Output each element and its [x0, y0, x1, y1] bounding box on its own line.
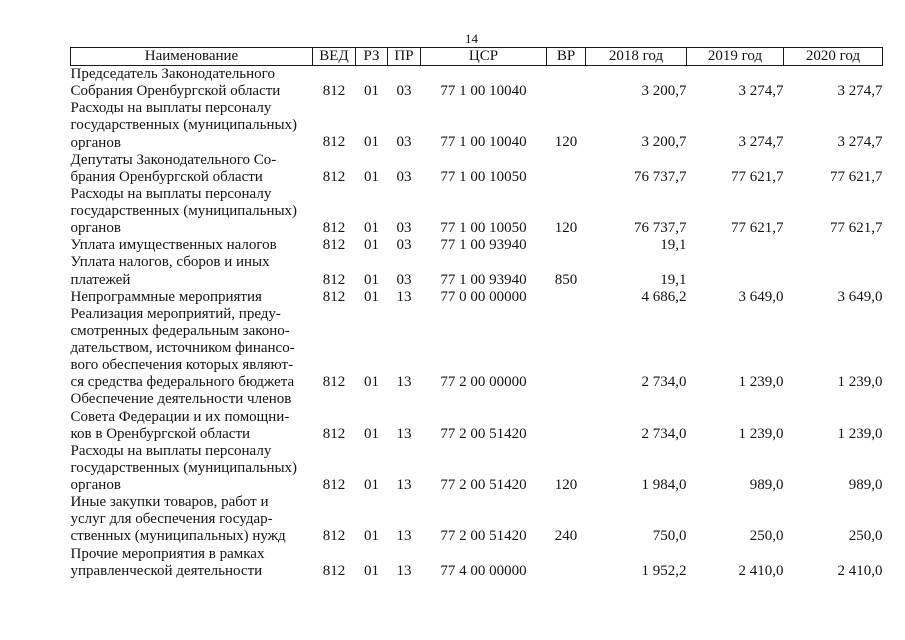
pr-cell: 03	[396, 271, 412, 288]
vr-cell	[547, 66, 586, 101]
item-name	[71, 152, 313, 186]
amount-2020-cell: 250,0	[848, 528, 883, 545]
vr-cell: 850	[554, 271, 578, 288]
vr-cell	[547, 306, 586, 392]
amount-2018-cell: 76 737,7	[634, 168, 687, 185]
amount-2018-cell: 76 737,7	[634, 220, 687, 237]
ved-cell: 812	[322, 562, 346, 579]
header-2020: 2020 год	[784, 48, 883, 66]
amount-2018-cell: 4 686,2	[641, 288, 687, 305]
ved-cell: 812	[322, 271, 346, 288]
ved-cell: 812	[322, 237, 346, 254]
table-row	[71, 289, 883, 306]
pr-cell: 03	[396, 83, 412, 100]
csr-cell: 77 1 00 93940	[440, 271, 527, 288]
amount-2019-cell: 3 274,7	[738, 134, 784, 151]
vr-cell	[547, 289, 586, 306]
item-name-line: Прочие мероприятия в рамках	[70, 545, 265, 562]
amount-2020-cell: 989,0	[848, 477, 883, 494]
item-name-line: Реализация мероприятий, преду-	[70, 305, 281, 322]
header-pr: ПР	[388, 48, 421, 66]
amount-2018-cell: 19,1	[660, 271, 687, 288]
pr-cell: 03	[396, 237, 412, 254]
amount-2019-cell: 77 621,7	[731, 220, 784, 237]
item-name	[71, 254, 313, 288]
table-row	[71, 306, 883, 392]
amount-2020-cell: 77 621,7	[830, 220, 883, 237]
header-2019: 2019 год	[687, 48, 784, 66]
item-name-line: государственных (муниципальных)	[70, 459, 298, 476]
rz-cell: 01	[364, 237, 379, 254]
vr-cell: 120	[554, 477, 578, 494]
rz-cell: 01	[364, 134, 379, 151]
amount-2020-cell: 3 274,7	[837, 83, 883, 100]
item-name-line: ся средства федерального бюджета	[70, 374, 295, 391]
item-name-line: Расходы на выплаты персоналу	[70, 442, 272, 459]
header-csr: ЦСР	[421, 48, 547, 66]
item-name-line: Уплата имущественных налогов	[70, 237, 277, 254]
amount-2018-cell: 3 200,7	[641, 83, 687, 100]
amount-2018-cell: 750,0	[652, 528, 687, 545]
amount-2020-cell: 2 410,0	[837, 562, 883, 579]
item-name-line: вого обеспечения которых являют-	[70, 357, 294, 374]
amount-2018-cell: 19,1	[660, 237, 687, 254]
pr-cell: 13	[396, 425, 412, 442]
vr-cell	[547, 391, 586, 442]
ved-cell: 812	[322, 134, 346, 151]
pr-cell: 03	[396, 168, 412, 185]
rz-cell: 01	[364, 288, 379, 305]
header-name: Наименование	[71, 48, 313, 66]
ved-cell: 812	[322, 220, 346, 237]
item-name	[71, 100, 313, 151]
item-name	[71, 494, 313, 545]
header-vr: ВР	[547, 48, 586, 66]
amount-2018-cell: 1 984,0	[641, 477, 687, 494]
rz-cell: 01	[364, 425, 379, 442]
csr-cell: 77 2 00 51420	[440, 477, 527, 494]
table-row	[71, 391, 883, 442]
header-ved: ВЕД	[313, 48, 356, 66]
ved-cell: 812	[322, 477, 346, 494]
item-name-line: Обеспечение деятельности членов	[70, 391, 292, 408]
vr-cell: 240	[554, 528, 578, 545]
item-name-line: государственных (муниципальных)	[70, 117, 298, 134]
amount-2020-cell: 3 649,0	[837, 288, 883, 305]
table-row	[71, 443, 883, 494]
item-name	[71, 306, 313, 392]
amount-2019-cell: 3 649,0	[738, 288, 784, 305]
amount-2020-cell: 3 274,7	[837, 134, 883, 151]
table-row	[71, 546, 883, 580]
item-name-line: Иные закупки товаров, работ и	[70, 494, 269, 511]
page-number: 14	[465, 31, 478, 46]
item-name-line: брания Оренбургской области	[70, 168, 263, 185]
vr-cell: 120	[554, 220, 578, 237]
vr-cell	[547, 546, 586, 580]
rz-cell: 01	[364, 83, 379, 100]
vr-cell	[547, 152, 586, 186]
item-name-line: ственных (муниципальных) нужд	[70, 528, 286, 545]
ved-cell: 812	[322, 83, 346, 100]
item-name-line: Уплата налогов, сборов и иных	[70, 254, 270, 271]
pr-cell: 03	[396, 220, 412, 237]
pr-cell: 03	[396, 134, 412, 151]
csr-cell: 77 0 00 00000	[440, 288, 527, 305]
amount-2019-cell	[687, 254, 784, 288]
item-name-line: Депутаты Законодательного Со-	[70, 151, 277, 168]
item-name-line: Непрограммные мероприятия	[70, 288, 262, 305]
item-name-line: органов	[70, 134, 121, 151]
amount-2020-cell: 1 239,0	[837, 425, 883, 442]
csr-cell: 77 1 00 10050	[440, 220, 527, 237]
header-rz: РЗ	[356, 48, 388, 66]
item-name-line: Собрания Оренбургской области	[70, 83, 281, 100]
amount-2019-cell: 2 410,0	[738, 562, 784, 579]
amount-2019-cell: 989,0	[749, 477, 784, 494]
item-name-line: платежей	[70, 271, 131, 288]
item-name	[71, 186, 313, 237]
item-name-line: ков в Оренбургской области	[70, 425, 251, 442]
item-name-line: органов	[70, 477, 121, 494]
item-name	[71, 546, 313, 580]
item-name-line: смотренных федеральным законо-	[70, 322, 290, 339]
header-2018: 2018 год	[586, 48, 687, 66]
amount-2018-cell: 2 734,0	[641, 425, 687, 442]
amount-2018-cell: 1 952,2	[641, 562, 687, 579]
rz-cell: 01	[364, 271, 379, 288]
item-name	[71, 237, 313, 254]
csr-cell: 77 4 00 00000	[440, 562, 527, 579]
vr-cell	[547, 237, 586, 254]
item-name-line: услуг для обеспечения государ-	[70, 511, 273, 528]
rz-cell: 01	[364, 220, 379, 237]
vr-cell: 120	[554, 134, 578, 151]
amount-2019-cell: 77 621,7	[731, 168, 784, 185]
item-name-line: органов	[70, 220, 121, 237]
item-name	[71, 66, 313, 101]
ved-cell: 812	[322, 425, 346, 442]
pr-cell: 13	[396, 288, 412, 305]
pr-cell: 13	[396, 477, 412, 494]
ved-cell: 812	[322, 374, 346, 391]
table-row	[71, 186, 883, 237]
pr-cell: 13	[396, 562, 412, 579]
ved-cell: 812	[322, 168, 346, 185]
table-row	[71, 66, 883, 101]
amount-2019-cell: 1 239,0	[738, 374, 784, 391]
amount-2019-cell	[687, 237, 784, 254]
item-name-line: управленческой деятельности	[70, 562, 263, 579]
csr-cell: 77 1 00 10050	[440, 168, 527, 185]
item-name-line: Расходы на выплаты персоналу	[70, 185, 272, 202]
csr-cell: 77 1 00 10040	[440, 83, 527, 100]
pr-cell: 13	[396, 374, 412, 391]
pr-cell: 13	[396, 528, 412, 545]
item-name	[71, 289, 313, 306]
amount-2018-cell: 3 200,7	[641, 134, 687, 151]
table-row	[71, 237, 883, 254]
amount-2018-cell: 2 734,0	[641, 374, 687, 391]
rz-cell: 01	[364, 374, 379, 391]
rz-cell: 01	[364, 168, 379, 185]
item-name	[71, 443, 313, 494]
table-header-row	[71, 48, 883, 66]
ved-cell: 812	[322, 288, 346, 305]
table-row	[71, 494, 883, 545]
table-row	[71, 254, 883, 288]
amount-2020-cell: 1 239,0	[837, 374, 883, 391]
amount-2019-cell: 3 274,7	[738, 83, 784, 100]
csr-cell: 77 1 00 10040	[440, 134, 527, 151]
rz-cell: 01	[364, 477, 379, 494]
amount-2020-cell	[784, 237, 883, 254]
csr-cell: 77 2 00 00000	[440, 374, 527, 391]
item-name-line: государственных (муниципальных)	[70, 203, 298, 219]
csr-cell: 77 2 00 51420	[440, 425, 527, 442]
table-row	[71, 152, 883, 186]
amount-2020-cell	[784, 254, 883, 288]
amount-2019-cell: 250,0	[749, 528, 784, 545]
item-name-line: Расходы на выплаты персоналу	[70, 100, 272, 117]
ved-cell: 812	[322, 528, 346, 545]
table-row	[71, 100, 883, 151]
budget-table	[70, 47, 883, 580]
item-name-line: Председатель Законодательного	[70, 66, 275, 82]
csr-cell: 77 1 00 93940	[440, 237, 527, 254]
rz-cell: 01	[364, 562, 379, 579]
amount-2020-cell: 77 621,7	[830, 168, 883, 185]
item-name-line: дательством, источником финансо-	[70, 340, 295, 357]
rz-cell: 01	[364, 528, 379, 545]
item-name	[71, 391, 313, 442]
csr-cell: 77 2 00 51420	[440, 528, 527, 545]
item-name-line: Совета Федерации и их помощни-	[70, 408, 290, 425]
amount-2019-cell: 1 239,0	[738, 425, 784, 442]
